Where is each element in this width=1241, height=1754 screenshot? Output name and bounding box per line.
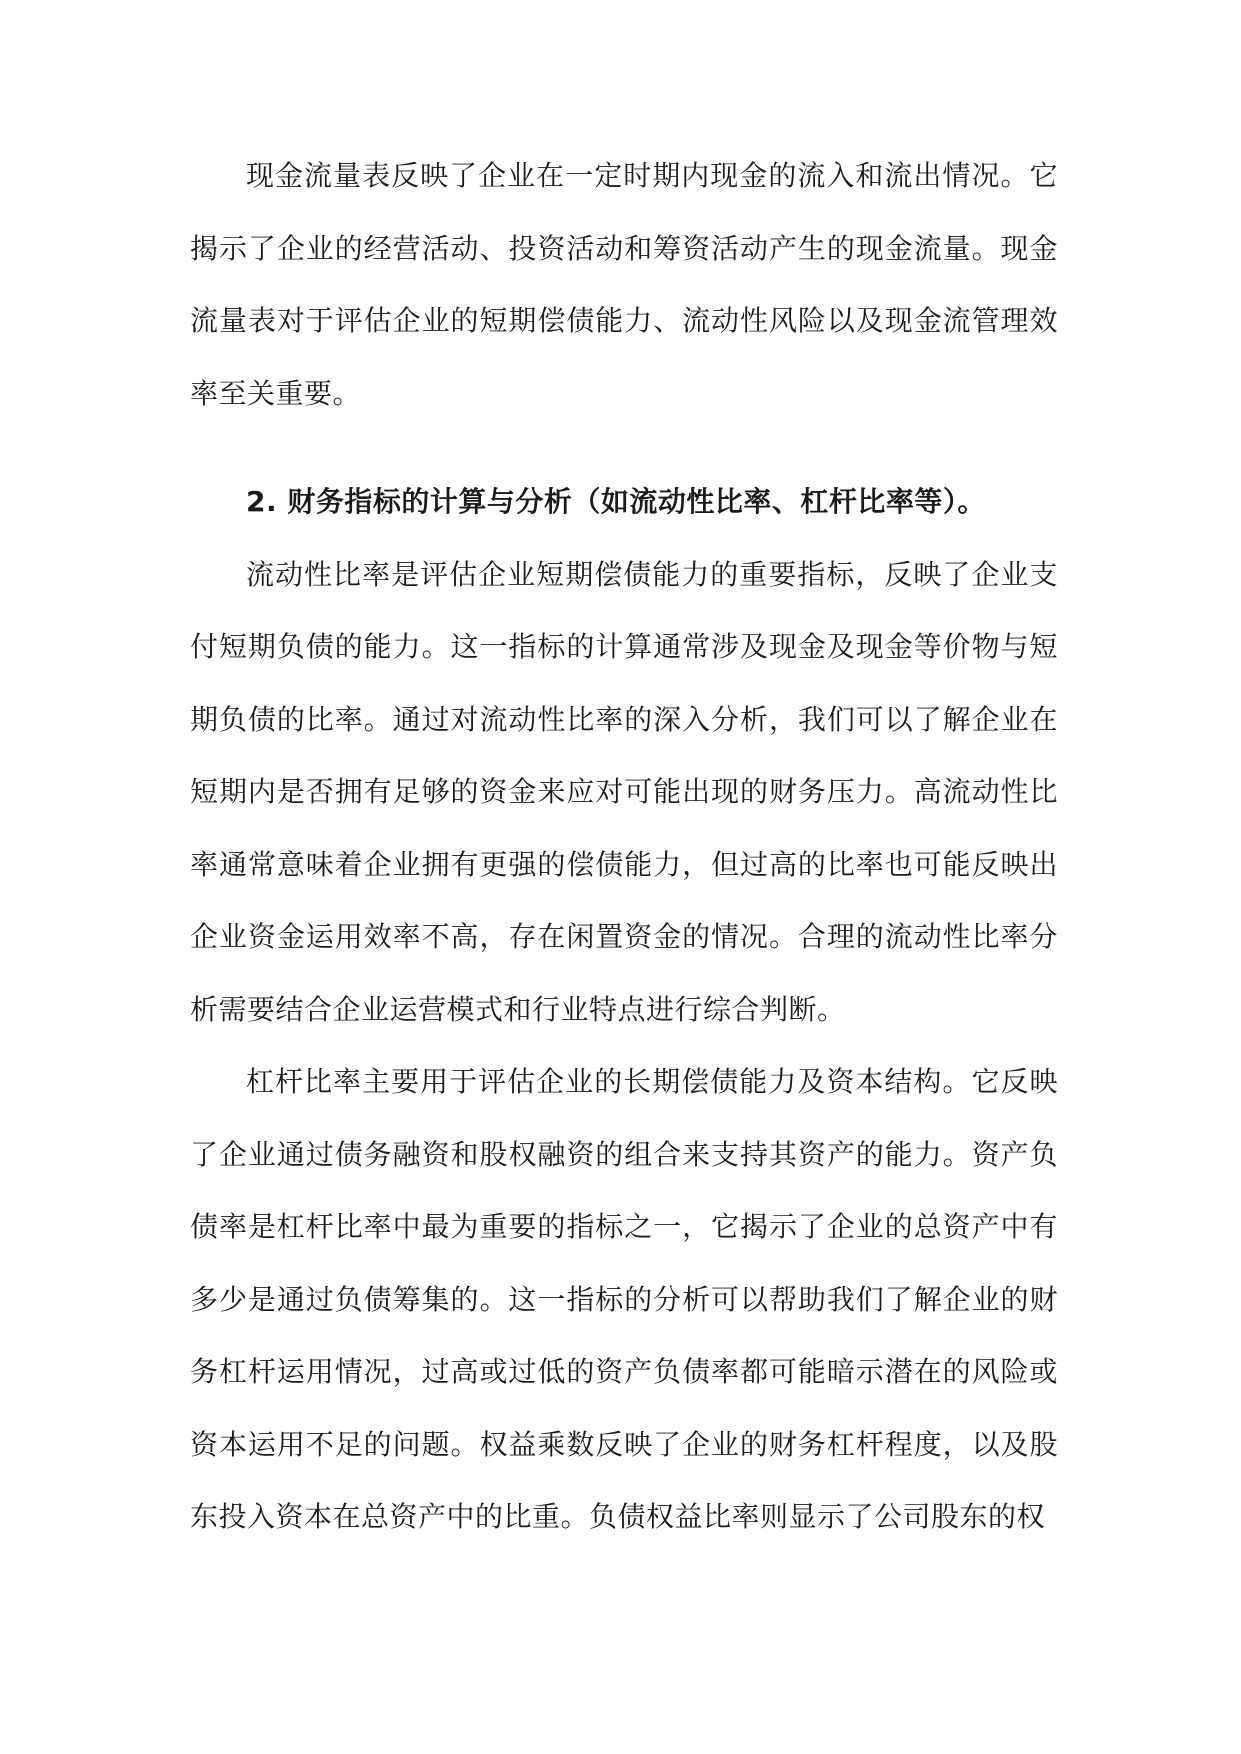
section-heading-financial-indicators: 2. 财务指标的计算与分析（如流动性比率、杠杆比率等）。 bbox=[246, 485, 986, 518]
document-body bbox=[190, 140, 1058, 1554]
paragraph-cash-flow-statement: 现金流量表反映了企业在一定时期内现金的流入和流出情况。它揭示了企业的经营活动、投资活动和筹资活动产生的现金流量。现金流量表对于评估企业的短期偿债能力、流动性风险以及现金流管理效率至关重要。 bbox=[190, 159, 1058, 410]
paragraph-liquidity-ratio: 流动性比率是评估企业短期偿债能力的重要指标，反映了企业支付短期负债的能力。这一指标的计算通常涉及现金及现金等价物与短期负债的比率。通过对流动性比率的深入分析，我们可以了解企业在短期内是否拥有足够的资金来应对可能出现的财务压力。高流动性比率通常意味着企业拥有更强的偿债能力，但过高的比率也可能反映出企业资金运用效率不高，存在闲置资金的情况。合理的流动性比率分析需要结合企业运营模式和行业特点进行综合判断。 bbox=[190, 557, 1058, 1026]
paragraph-leverage-ratio: 杠杆比率主要用于评估企业的长期偿债能力及资本结构。它反映了企业通过债务融资和股权融资的组合来支持其资产的能力。资产负债率是杠杆比率中最为重要的指标之一，它揭示了企业的总资产中有多少是通过负债筹集的。这一指标的分析可以帮助我们了解企业的财务杠杆运用情况，过高或过低的资产负债率都可能暗示潜在的风险或资本运用不足的问题。权益乘数反映了企业的财务杠杆程度，以及股东投入资本在总资产中的比重。负债权益比率则显示了公司股东的权 bbox=[190, 1065, 1058, 1533]
